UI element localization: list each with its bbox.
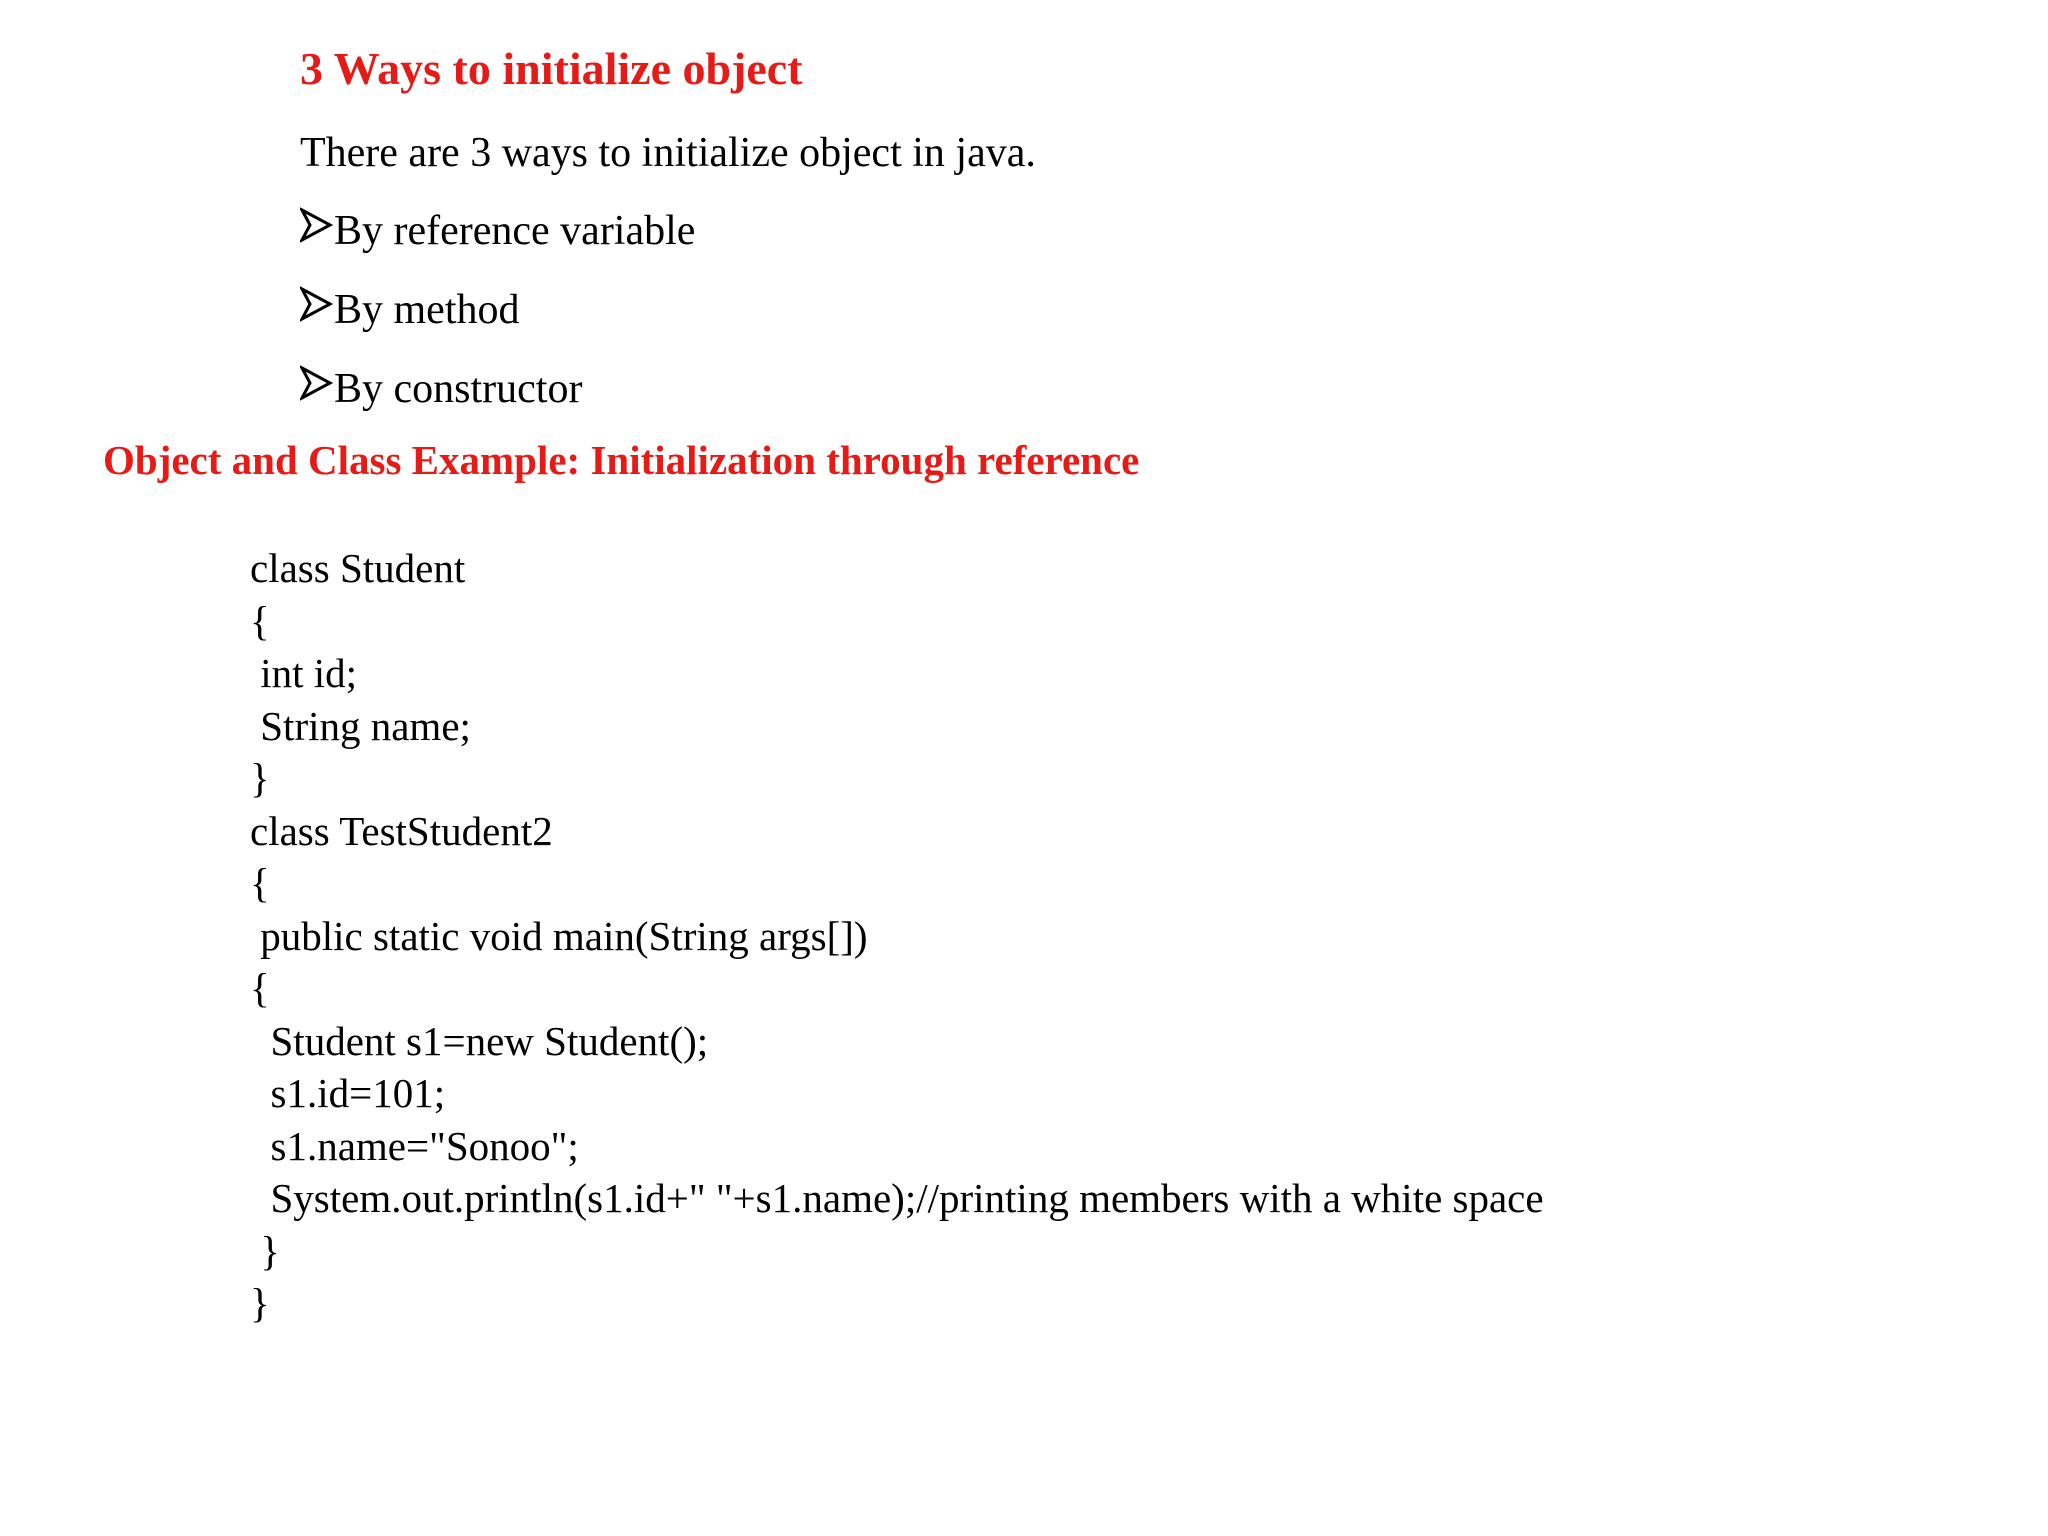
code-line: class TestStudent2	[250, 807, 553, 854]
list-item-label: By reference variable	[334, 208, 696, 254]
intro-text: There are 3 ways to initialize object in java.	[300, 130, 1036, 176]
code-line: String name;	[250, 702, 471, 749]
code-line: {	[250, 965, 270, 1011]
list-item-label: By constructor	[334, 366, 583, 412]
code-line: }	[250, 1227, 280, 1274]
code-line: {	[250, 597, 270, 644]
list-item	[300, 287, 695, 366]
code-line: int id;	[250, 650, 358, 696]
code-line: s1.name="Sonoo";	[250, 1122, 579, 1169]
arrowhead-bullet-icon	[300, 285, 334, 323]
list-item-label: By method	[334, 287, 520, 333]
list-item	[300, 366, 695, 445]
ways-list	[300, 208, 695, 445]
code-block	[250, 542, 1544, 1330]
code-line: Student s1=new Student();	[250, 1017, 709, 1064]
code-line: System.out.println(s1.id+" "+s1.name);//printing members with a white space	[250, 1175, 1544, 1221]
page-title: 3 Ways to initialize object	[300, 43, 803, 94]
code-line: s1.id=101;	[250, 1070, 446, 1116]
arrowhead-bullet-icon	[300, 206, 334, 244]
example-heading: Object and Class Example: Initialization through reference	[103, 437, 1140, 483]
code-line: {	[250, 860, 270, 906]
arrowhead-bullet-icon	[300, 364, 334, 402]
code-line: class Student	[250, 545, 466, 591]
code-line: }	[250, 1280, 270, 1326]
code-line: public static void main(String args[])	[250, 912, 868, 959]
list-item	[300, 208, 695, 287]
code-line: }	[250, 755, 270, 801]
